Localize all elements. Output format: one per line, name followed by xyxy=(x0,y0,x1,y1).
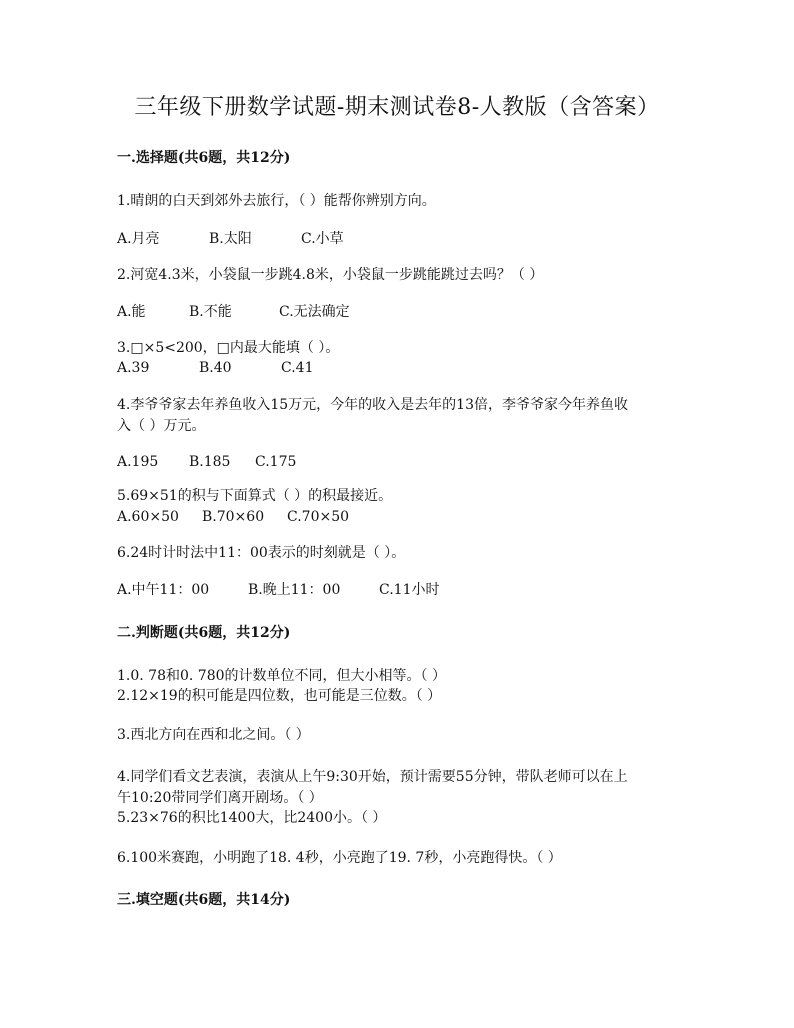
option-b: B.70×60 xyxy=(202,509,265,525)
judge-item-4-line1: 4.同学们看文艺表演，表演从上午9:30开始，预计需要55分钟，带队老师可以在上 xyxy=(117,769,628,785)
choice-options-1 xyxy=(117,229,344,249)
choice-options-6 xyxy=(117,580,439,600)
choice-question-4-line2: 入（ ）万元。 xyxy=(117,418,206,434)
choice-question-2: 2.河宽4.3米，小袋鼠一步跳4.8米，小袋鼠一步跳能跳过去吗？（ ） xyxy=(117,267,544,283)
judge-item-4-line2: 午10:20带同学们离开剧场。（ ） xyxy=(117,790,323,806)
option-a: A.能 xyxy=(117,304,146,320)
choice-question-3: 3.□×5<200，□内最大能填（ ）。 xyxy=(117,340,340,356)
judge-item-5: 5.23×76的积比1400大，比2400小。（ ） xyxy=(117,810,387,826)
option-c: C.41 xyxy=(281,360,314,376)
page-title: 三年级下册数学试题-期末测试卷8-人教版（含答案） xyxy=(134,95,660,120)
section-heading-fill: 三.填空题(共6题，共14分) xyxy=(117,892,291,908)
choice-question-4-line1: 4.李爷爷家去年养鱼收入15万元，今年的收入是去年的13倍，李爷爷家今年养鱼收 xyxy=(117,397,628,413)
judge-item-1: 1.0. 78和0. 780的计数单位不同，但大小相等。（ ） xyxy=(117,668,446,684)
option-a: A.中午11：00 xyxy=(117,582,210,598)
option-a: A.39 xyxy=(117,360,150,376)
option-c: C.175 xyxy=(255,454,297,470)
option-c: C.70×50 xyxy=(287,509,350,525)
option-a: A.195 xyxy=(117,454,159,470)
section-heading-choice: 一.选择题(共6题，共12分) xyxy=(117,150,291,166)
choice-question-1: 1.晴朗的白天到郊外去旅行，（ ）能帮你辨别方向。 xyxy=(117,193,436,209)
option-c: C.11小时 xyxy=(379,582,440,598)
choice-question-5: 5.69×51的积与下面算式（ ）的积最接近。 xyxy=(117,488,393,504)
choice-options-2 xyxy=(117,302,350,322)
option-c: C.无法确定 xyxy=(279,304,350,320)
option-c: C.小草 xyxy=(301,231,344,247)
option-b: B.太阳 xyxy=(209,231,252,247)
choice-options-5 xyxy=(117,507,349,527)
option-a: A.60×50 xyxy=(117,509,179,525)
section-heading-judge: 二.判断题(共6题，共12分) xyxy=(117,625,291,641)
option-b: B.40 xyxy=(199,360,232,376)
choice-options-4 xyxy=(117,452,296,472)
choice-question-6: 6.24时计时法中11：00表示的时刻就是（ ）。 xyxy=(117,545,406,561)
option-a: A.月亮 xyxy=(117,231,160,247)
option-b: B.不能 xyxy=(189,304,232,320)
judge-item-2: 2.12×19的积可能是四位数，也可能是三位数。（ ） xyxy=(117,688,442,704)
option-b: B.185 xyxy=(189,454,231,470)
option-b: B.晚上11：00 xyxy=(248,582,341,598)
judge-item-3: 3.西北方向在西和北之间。（ ） xyxy=(117,727,310,743)
judge-item-6: 6.100米赛跑，小明跑了18. 4秒，小亮跑了19. 7秒，小亮跑得快。（ ） xyxy=(117,850,562,866)
choice-options-3 xyxy=(117,358,313,378)
